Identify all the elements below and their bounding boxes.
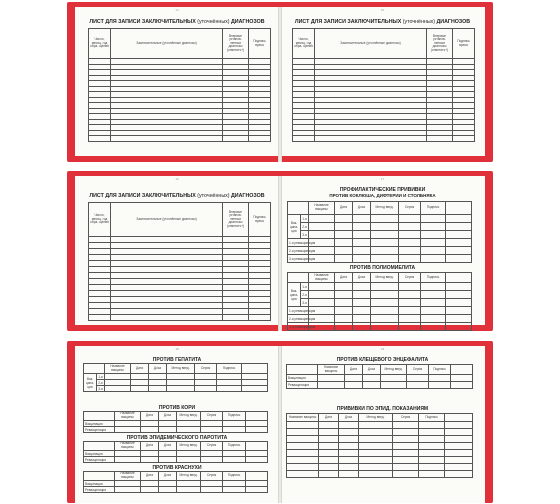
section-title: ПРОТИВ КЛЕЩЕВОГО ЭНЦЕФАЛИТА	[336, 357, 429, 363]
col-diagnosis: Заключительные (уточнённые диагнозы)	[315, 29, 427, 59]
table-row	[287, 422, 473, 429]
table-row	[287, 429, 473, 436]
section-subtitle: ПРОТИВ КОКЛЮША, ДИФТЕРИИ И СТОЛБНЯКА	[329, 193, 436, 198]
col-first: Впервые установ- ленные диагнозы (отметить+)	[223, 203, 249, 237]
page-right	[280, 176, 485, 329]
col-sign: Подпись врача	[249, 203, 271, 237]
rubella-table: Название вакцины Дата Доза Метод введ. Серия Подпись Вакцинация Ревакцинация	[83, 471, 268, 493]
col-date: Число, месяц, год обра- щения	[293, 29, 315, 59]
page-number: 19	[380, 347, 385, 351]
book-spread-3	[67, 341, 493, 503]
page-right	[280, 7, 485, 156]
section-title: ПРОТИВ ЭПИДЕМИЧЕСКОГО ПАРОТИТА	[126, 435, 228, 441]
book-spread-2	[67, 171, 493, 331]
col-first: Впервые установ- ленные диагнозы (отметить+)	[223, 29, 249, 59]
section-title: ПРОТИВ ПОЛИОМИЕЛИТА	[349, 265, 416, 271]
table-row	[287, 457, 473, 464]
table-row	[287, 443, 473, 450]
book-fold	[278, 176, 282, 331]
mumps-table: Название вакцины Дата Доза Метод введ. Серия Подпись Вакцинация Ревакцинация	[83, 441, 268, 463]
page-number: 17	[380, 177, 385, 181]
table-row	[293, 136, 475, 142]
book-fold	[278, 346, 282, 503]
page-number: 15	[380, 8, 385, 12]
page-number: 18	[175, 347, 179, 351]
section-title: ПРОТИВ ГЕПАТИТА	[152, 357, 202, 363]
table-row	[89, 315, 271, 321]
page-title: ЛИСТ ДЛЯ ЗАПИСИ ЗАКЛЮЧИТЕЛЬНЫХ (уточнённых) ДИАГНОЗОВ	[294, 19, 471, 25]
book-fold	[278, 7, 282, 162]
section-title: ПРОТИВ КРАСНУХИ	[152, 465, 202, 471]
diagnosis-table	[88, 202, 271, 321]
dtp-table: Название вакцины Дата Доза Метод введ. Серия Подпись Вак- цина- ция 1-я 2-я 3-я 1-я ревакцинация 2-я ревакцинация 3-я ревакцинация	[287, 201, 472, 263]
table-row	[287, 436, 473, 443]
encephalitis-table: Название вакцины Дата Доза Метод введ. Серия Подпись Вакцинация Ревакцинация	[286, 364, 473, 389]
diagnosis-table	[88, 28, 271, 142]
col-diagnosis: Заключительные (уточнённые диагнозы)	[111, 29, 223, 59]
section-title: ПРОФИЛАКТИЧЕСКИЕ ПРИВИВКИ	[339, 187, 426, 193]
table-row	[89, 136, 271, 142]
page-right	[280, 346, 485, 503]
page-left	[75, 346, 279, 503]
col-date: Число, месяц, год обра- щения	[89, 203, 111, 237]
table-row	[287, 464, 473, 471]
page-number: 16	[175, 177, 179, 181]
section-title: ПРИВИВКИ ПО ЭПИД. ПОКАЗАНИЯМ	[336, 406, 429, 412]
page-left	[75, 7, 279, 156]
measles-table: Название вакцины Дата Доза Метод введ. Серия Подпись Вакцинация Ревакцинация	[83, 411, 268, 433]
col-sign: Подпись врача	[249, 29, 271, 59]
col-sign: Подпись врача	[453, 29, 475, 59]
col-diagnosis: Заключительные (уточнённые диагнозы)	[111, 203, 223, 237]
col-first: Впервые установ- ленные диагнозы (отметить+)	[427, 29, 453, 59]
page-title: ЛИСТ ДЛЯ ЗАПИСИ ЗАКЛЮЧИТЕЛЬНЫХ (уточнённых) ДИАГНОЗОВ	[89, 19, 265, 25]
diagnosis-table	[292, 28, 475, 142]
polio-table: Название вакцины Дата Доза Метод введ. Серия Подпись Вак- цина- ция 1-я 2-я 3-я 1-я ревакцинация 2-я ревакцинация 3-я ревакцинация	[287, 272, 472, 331]
book-spread-1	[67, 2, 493, 162]
page-number: 14	[175, 8, 179, 12]
table-row	[287, 471, 473, 478]
table-row	[287, 450, 473, 457]
col-date: Число, месяц, год обра- щения	[89, 29, 111, 59]
section-title: ПРОТИВ КОРИ	[158, 405, 196, 411]
page-title: ЛИСТ ДЛЯ ЗАПИСИ ЗАКЛЮЧИТЕЛЬНЫХ (уточнённых) ДИАГНОЗОВ	[89, 193, 265, 199]
page-left	[75, 176, 279, 325]
hepatitis-table: Название вакцины Дата Доза Метод введ. Серия Подпись Вак- цина- ция 1-я 2-я 3-я	[83, 363, 268, 392]
epid-table: Название вакцины Дата Доза Метод введ. Серия Подпись	[286, 413, 473, 478]
